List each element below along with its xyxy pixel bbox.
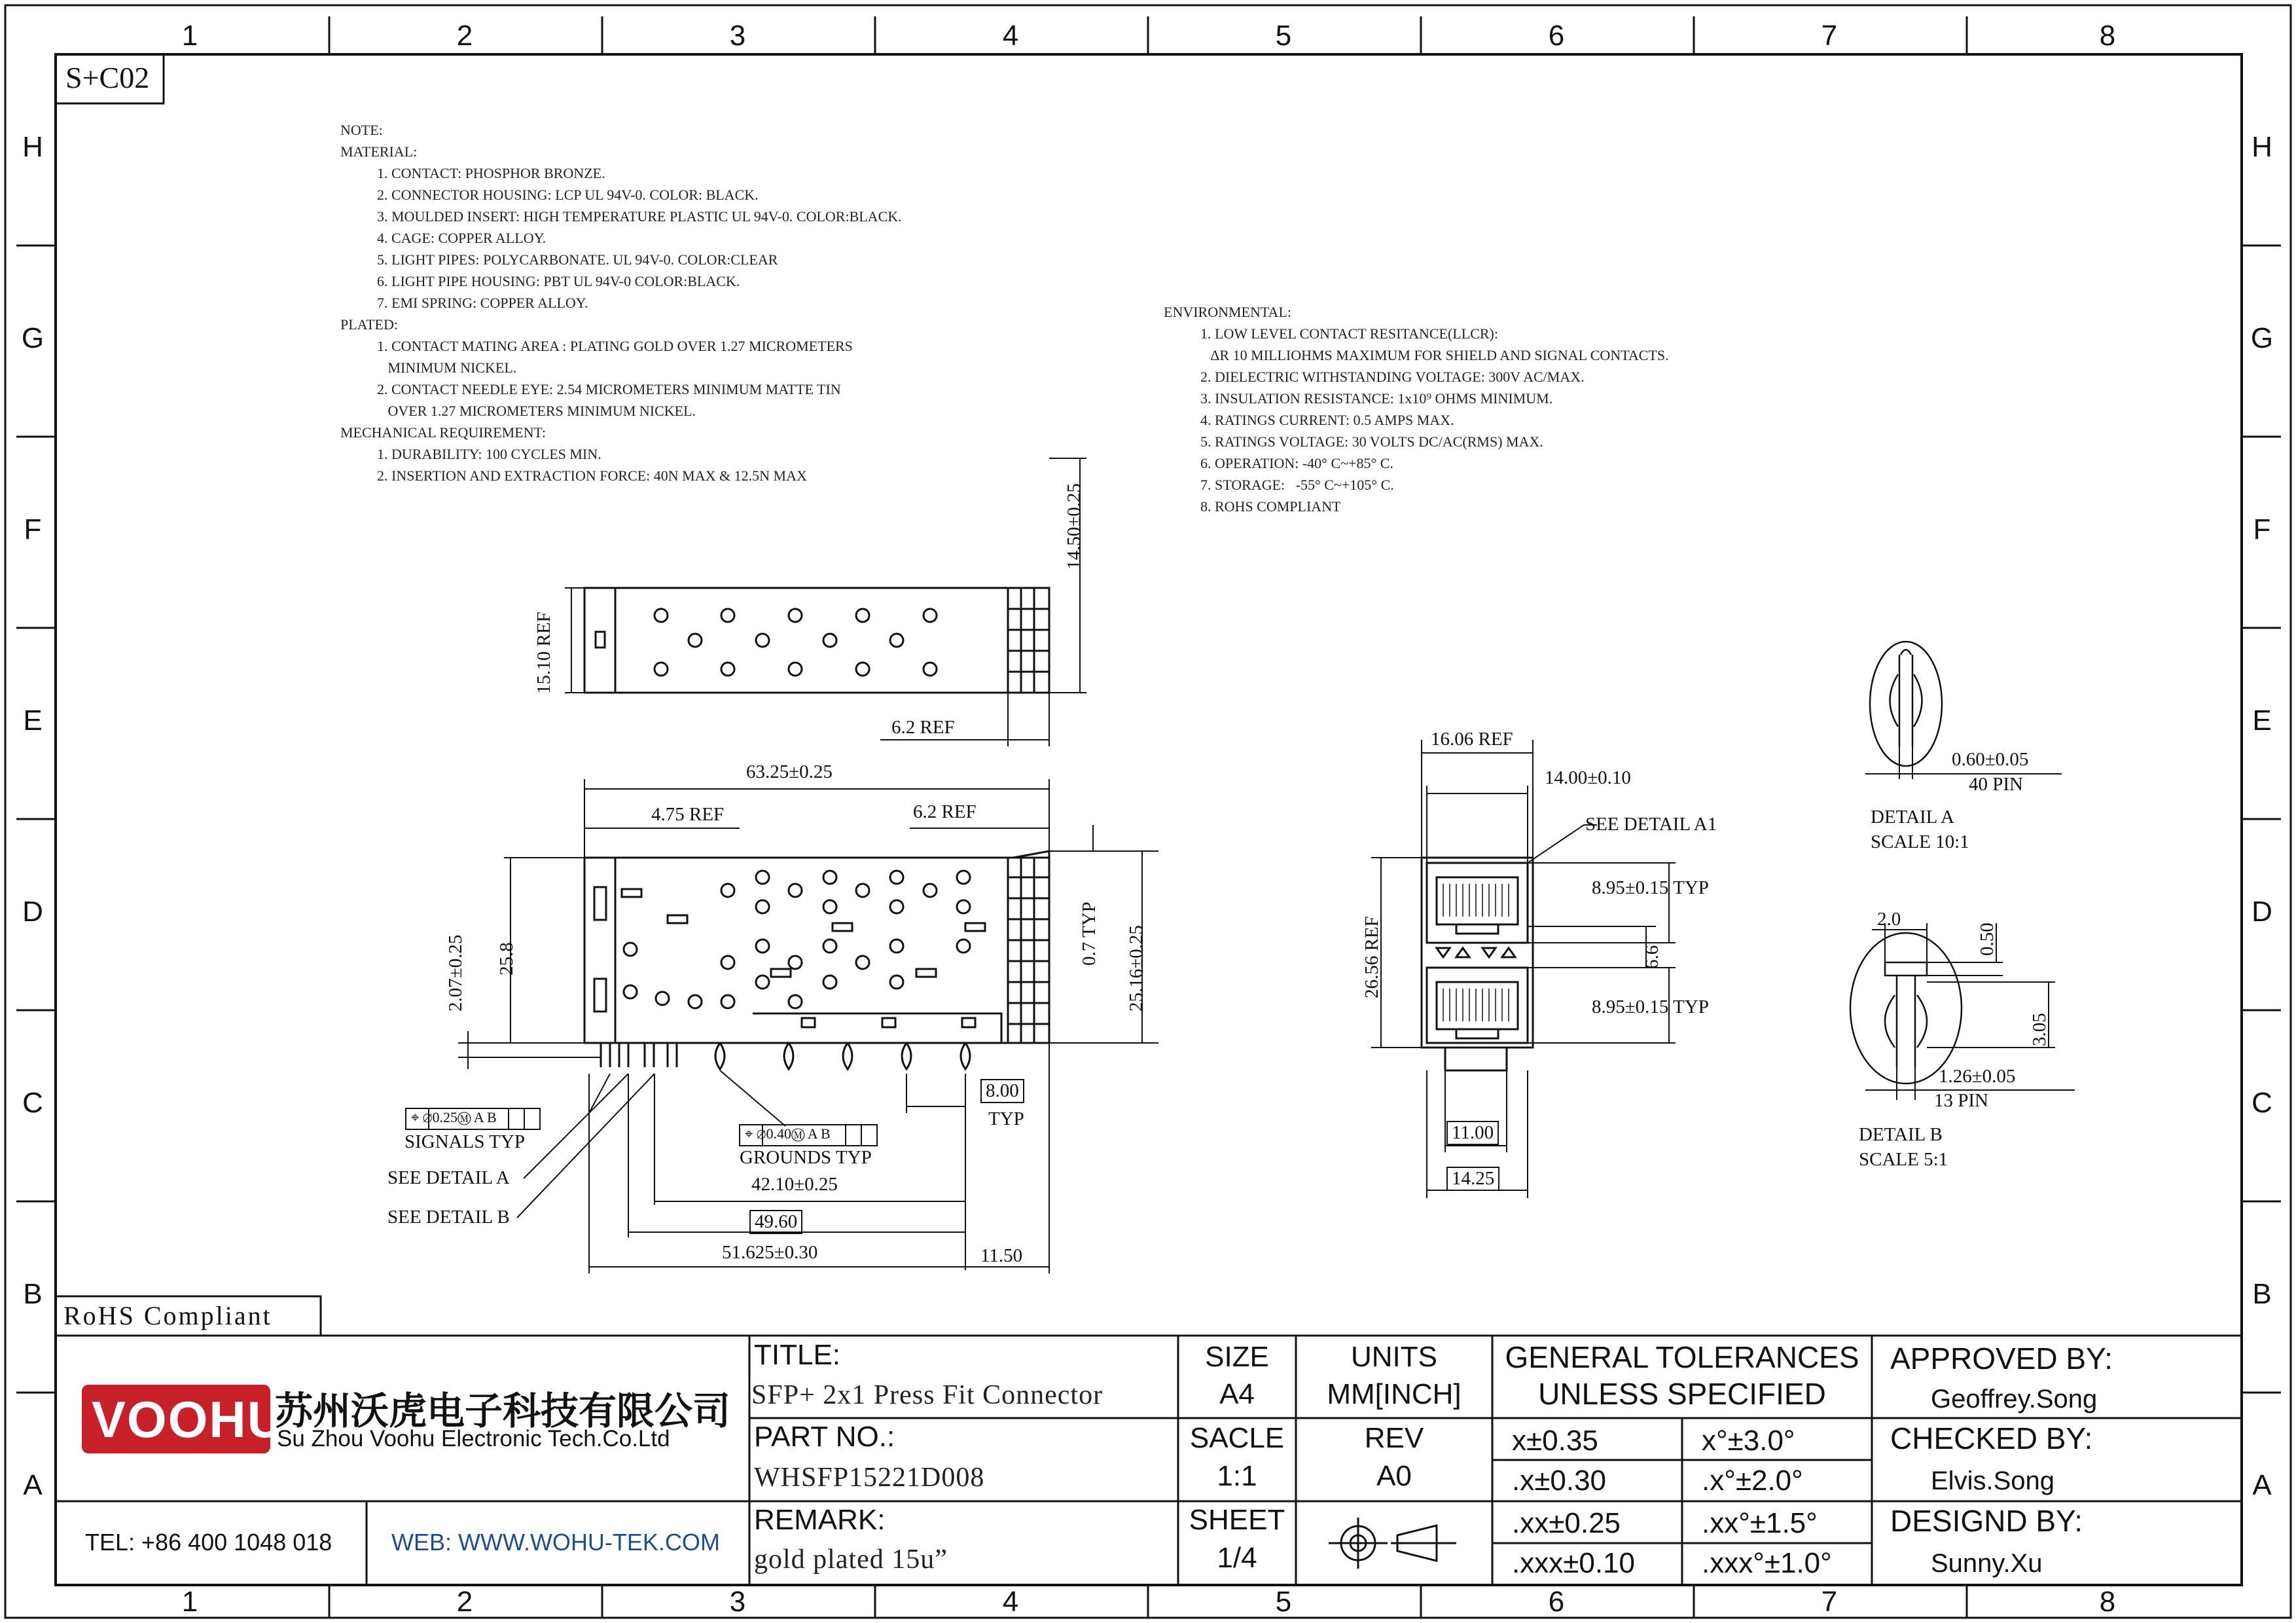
dim-height-2516: 25.16±0.25 bbox=[1126, 925, 1147, 1012]
company-name-en: Su Zhou Voohu Electronic Tech.Co.Ltd bbox=[277, 1426, 670, 1451]
company-web[interactable]: WEB: WWW.WOHU-TEK.COM bbox=[391, 1529, 720, 1556]
designed-value: Sunny.Xu bbox=[1931, 1549, 2043, 1578]
env-item-4: 4. RATINGS CURRENT: 0.5 AMPS MAX. bbox=[1200, 412, 1454, 428]
zone-col-5-bottom: 5 bbox=[1275, 1586, 1292, 1618]
material-item-5: 5. LIGHT PIPES: POLYCARBONATE. UL 94V-0. COLOR:CLEAR bbox=[377, 251, 778, 268]
tolerance-linear-3: .xx±0.25 bbox=[1512, 1507, 1621, 1539]
dim-end-895-top: 8.95±0.15 TYP bbox=[1592, 877, 1709, 898]
zone-col-1-top: 1 bbox=[181, 20, 198, 52]
part-no-label: PART NO.: bbox=[754, 1421, 895, 1453]
material-item-2: 2. CONNECTOR HOUSING: LCP UL 94V-0. COLOR: BLACK. bbox=[377, 187, 759, 203]
scale-value: 1:1 bbox=[1217, 1460, 1257, 1492]
dim-overall-length: 63.25±0.25 bbox=[746, 761, 833, 782]
env-heading: ENVIRONMENTAL: bbox=[1164, 304, 1291, 320]
see-detail-a1: SEE DETAIL A1 bbox=[1585, 814, 1717, 835]
plated-heading: PLATED: bbox=[340, 316, 398, 333]
detail-b-20: 2.0 bbox=[1877, 909, 1901, 930]
zone-row-e-left: E bbox=[23, 704, 43, 737]
env-item-8: 8. ROHS COMPLIANT bbox=[1200, 498, 1341, 515]
designed-label: DESIGND BY: bbox=[1890, 1504, 2083, 1538]
zone-col-7-bottom: 7 bbox=[1821, 1586, 1838, 1618]
rev-label: REV bbox=[1364, 1422, 1424, 1454]
plated-item-1b: MINIMUM NICKEL. bbox=[377, 359, 517, 376]
checked-value: Elvis.Song bbox=[1931, 1467, 2054, 1495]
mech-heading: MECHANICAL REQUIREMENT: bbox=[340, 424, 547, 441]
material-item-4: 4. CAGE: COPPER ALLOY. bbox=[377, 230, 547, 246]
detail-b-050: 0.50 bbox=[1977, 922, 1998, 956]
top-view bbox=[584, 588, 1049, 693]
notes-block bbox=[340, 119, 902, 486]
detail-a bbox=[1870, 642, 1942, 766]
title-label: TITLE: bbox=[754, 1339, 841, 1371]
dim-4210: 42.10±0.25 bbox=[751, 1174, 838, 1195]
mech-item-1: 1. DURABILITY: 100 CYCLES MIN. bbox=[377, 446, 601, 462]
title-value: SFP+ 2x1 Press Fit Connector bbox=[751, 1380, 1103, 1410]
detail-a-pins: 40 PIN bbox=[1969, 774, 2023, 795]
env-item-5: 5. RATINGS VOLTAGE: 30 VOLTS DC/AC(RMS) MAX. bbox=[1200, 433, 1543, 450]
zone-row-f-right: F bbox=[2253, 513, 2271, 545]
dim-4960: 49.60 bbox=[749, 1210, 802, 1234]
tolerance-linear-1: x±0.35 bbox=[1512, 1425, 1598, 1457]
size-label: SIZE bbox=[1205, 1341, 1269, 1373]
zone-row-d-left: D bbox=[22, 896, 43, 928]
approved-value: Geoffrey.Song bbox=[1931, 1385, 2098, 1413]
zone-col-4-top: 4 bbox=[1002, 20, 1019, 52]
dim-end-1100: 11.00 bbox=[1446, 1121, 1499, 1145]
revision-stamp: S+C02 bbox=[65, 61, 150, 94]
see-detail-b: SEE DETAIL B bbox=[387, 1207, 510, 1228]
material-item-3: 3. MOULDED INSERT: HIGH TEMPERATURE PLASTIC UL 94V-0. COLOR:BLACK. bbox=[377, 208, 902, 225]
env-item-2: 2. DIELECTRIC WITHSTANDING VOLTAGE: 300V AC/MAX. bbox=[1200, 369, 1585, 385]
env-item-6: 6. OPERATION: -40° C~+85° C. bbox=[1200, 455, 1393, 471]
dim-800: 8.00 bbox=[980, 1079, 1024, 1103]
approved-label: APPROVED BY: bbox=[1890, 1341, 2113, 1376]
dim-top-ref: 15.10 REF bbox=[533, 611, 554, 694]
remark-value: gold plated 15u” bbox=[754, 1544, 948, 1575]
zone-row-d-right: D bbox=[2251, 896, 2272, 928]
company-logo: VOOHU bbox=[92, 1391, 286, 1448]
notes-heading: NOTE: bbox=[340, 122, 383, 138]
zone-row-e-right: E bbox=[2252, 704, 2272, 737]
size-value: A4 bbox=[1219, 1378, 1255, 1410]
grounds-typ: GROUNDS TYP bbox=[740, 1147, 872, 1168]
material-item-1: 1. CONTACT: PHOSPHOR BRONZE. bbox=[377, 165, 605, 181]
detail-b-scale: SCALE 5:1 bbox=[1859, 1149, 1948, 1170]
dim-end-895-bottom: 8.95±0.15 TYP bbox=[1592, 996, 1709, 1017]
dim-pin-207: 2.07±0.25 bbox=[445, 934, 466, 1012]
material-heading: MATERIAL: bbox=[340, 143, 418, 160]
zone-row-b-left: B bbox=[23, 1278, 43, 1310]
plated-item-2: 2. CONTACT NEEDLE EYE: 2.54 MICROMETERS MINIMUM MATTE TIN bbox=[377, 381, 841, 397]
tolerance-angular-4: .xxx°±1.0° bbox=[1702, 1547, 1832, 1579]
tolerance-heading-2: UNLESS SPECIFIED bbox=[1538, 1377, 1826, 1411]
tolerance-angular-1: x°±3.0° bbox=[1702, 1425, 1795, 1457]
zone-col-1-bottom: 1 bbox=[181, 1586, 198, 1618]
env-item-1b: ΔR 10 MILLIOHMS MAXIMUM FOR SHIELD AND SIGNAL CONTACTS. bbox=[1200, 347, 1669, 363]
signals-typ: SIGNALS TYP bbox=[404, 1131, 525, 1152]
zone-row-g-left: G bbox=[21, 322, 45, 354]
part-no-value: WHSFP15221D008 bbox=[754, 1463, 985, 1493]
zone-row-a-left: A bbox=[23, 1469, 43, 1501]
dim-800-typ: TYP bbox=[988, 1108, 1024, 1129]
zone-row-f-left: F bbox=[24, 513, 42, 545]
side-view bbox=[584, 851, 1049, 1069]
zone-col-6-bottom: 6 bbox=[1548, 1586, 1565, 1618]
env-item-3: 3. INSULATION RESISTANCE: 1x10⁹ OHMS MINIMUM. bbox=[1200, 390, 1553, 407]
grounds-fcf: ⌖ ∅0.40Ⓜ A B bbox=[745, 1125, 831, 1142]
rev-value: A0 bbox=[1376, 1460, 1412, 1492]
zone-col-3-bottom: 3 bbox=[729, 1586, 746, 1618]
dim-end-1606: 16.06 REF bbox=[1431, 729, 1513, 750]
tolerance-angular-2: .x°±2.0° bbox=[1702, 1465, 1803, 1497]
tolerance-angular-3: .xx°±1.5° bbox=[1702, 1507, 1818, 1539]
tolerance-linear-4: .xxx±0.10 bbox=[1512, 1547, 1636, 1579]
signals-fcf: ⌖ ∅0.25Ⓜ A B bbox=[411, 1109, 497, 1125]
zone-col-2-top: 2 bbox=[456, 20, 473, 52]
detail-a-title: DETAIL A bbox=[1871, 807, 1954, 828]
plated-item-1: 1. CONTACT MATING AREA : PLATING GOLD OVER 1.27 MICROMETERS bbox=[377, 338, 853, 354]
env-item-7: 7. STORAGE: -55° C~+105° C. bbox=[1200, 477, 1394, 493]
zone-row-h-left: H bbox=[22, 131, 43, 163]
dim-51625: 51.625±0.30 bbox=[722, 1242, 818, 1263]
scale-label: SACLE bbox=[1189, 1422, 1285, 1454]
zone-col-7-top: 7 bbox=[1821, 20, 1838, 52]
sheet-value: 1/4 bbox=[1217, 1542, 1257, 1574]
zone-row-a-right: A bbox=[2252, 1469, 2272, 1501]
mech-item-2: 2. INSERTION AND EXTRACTION FORCE: 40N MAX & 12.5N MAX bbox=[377, 467, 807, 484]
detail-b bbox=[1850, 933, 1962, 1084]
zone-col-6-top: 6 bbox=[1548, 20, 1565, 52]
zone-col-8-bottom: 8 bbox=[2099, 1586, 2116, 1618]
detail-b-pins: 13 PIN bbox=[1934, 1090, 1988, 1111]
dim-end-1425: 14.25 bbox=[1446, 1167, 1499, 1191]
zone-col-2-bottom: 2 bbox=[456, 1586, 473, 1618]
zone-col-8-top: 8 bbox=[2099, 20, 2116, 52]
rohs-stamp: RoHS Compliant bbox=[63, 1301, 272, 1330]
detail-a-scale: SCALE 10:1 bbox=[1871, 831, 1969, 852]
sheet-label: SHEET bbox=[1189, 1504, 1285, 1536]
material-item-7: 7. EMI SPRING: COPPER ALLOY. bbox=[377, 295, 588, 311]
dim-end-2656: 26.56 REF bbox=[1361, 916, 1382, 998]
units-value: MM[INCH] bbox=[1327, 1378, 1462, 1410]
detail-b-305: 3.05 bbox=[2029, 1013, 2050, 1046]
detail-b-126: 1.26±0.05 bbox=[1939, 1066, 2016, 1087]
dim-1150: 11.50 bbox=[980, 1245, 1023, 1266]
projection-symbol bbox=[1329, 1518, 1456, 1569]
zone-row-g-right: G bbox=[2250, 322, 2274, 354]
dim-end-1400: 14.00±0.10 bbox=[1545, 767, 1631, 788]
company-name-cn: 苏州沃虎电子科技有限公司 bbox=[275, 1389, 731, 1433]
detail-a-060: 0.60±0.05 bbox=[1952, 749, 2029, 770]
zone-col-3-top: 3 bbox=[729, 20, 746, 52]
tolerance-heading-1: GENERAL TOLERANCES bbox=[1505, 1340, 1859, 1374]
remark-label: REMARK: bbox=[754, 1504, 886, 1536]
environmental-block bbox=[1164, 301, 1669, 517]
see-detail-a: SEE DETAIL A bbox=[387, 1167, 510, 1188]
detail-b-title: DETAIL B bbox=[1859, 1124, 1943, 1145]
dim-475-ref: 4.75 REF bbox=[651, 804, 725, 825]
dim-top-height: 14.50±0.25 bbox=[1064, 483, 1085, 570]
dim-typ-07: 0.7 TYP bbox=[1079, 902, 1100, 966]
zone-row-b-right: B bbox=[2252, 1278, 2272, 1310]
env-item-1: 1. LOW LEVEL CONTACT RESITANCE(LLCR): bbox=[1200, 325, 1498, 342]
zone-row-c-right: C bbox=[2251, 1087, 2272, 1119]
dim-top-62ref: 6.2 REF bbox=[891, 717, 955, 738]
zone-row-h-right: H bbox=[2251, 131, 2272, 163]
zone-row-c-left: C bbox=[22, 1087, 43, 1119]
zone-col-4-bottom: 4 bbox=[1002, 1586, 1019, 1618]
zone-col-5-top: 5 bbox=[1275, 20, 1292, 52]
dim-62-ref: 6.2 REF bbox=[913, 801, 977, 822]
end-view bbox=[1422, 858, 1533, 1070]
company-tel: TEL: +86 400 1048 018 bbox=[85, 1529, 332, 1556]
tolerance-linear-2: .x±0.30 bbox=[1512, 1465, 1607, 1497]
material-item-6: 6. LIGHT PIPE HOUSING: PBT UL 94V-0 COLOR:BLACK. bbox=[377, 273, 740, 289]
plated-item-2b: OVER 1.27 MICROMETERS MINIMUM NICKEL. bbox=[377, 403, 696, 419]
dim-height-258: 25.8 bbox=[496, 942, 517, 976]
units-label: UNITS bbox=[1351, 1341, 1437, 1373]
checked-label: CHECKED BY: bbox=[1890, 1421, 2093, 1455]
dim-end-66: 6.6 bbox=[1641, 945, 1662, 969]
